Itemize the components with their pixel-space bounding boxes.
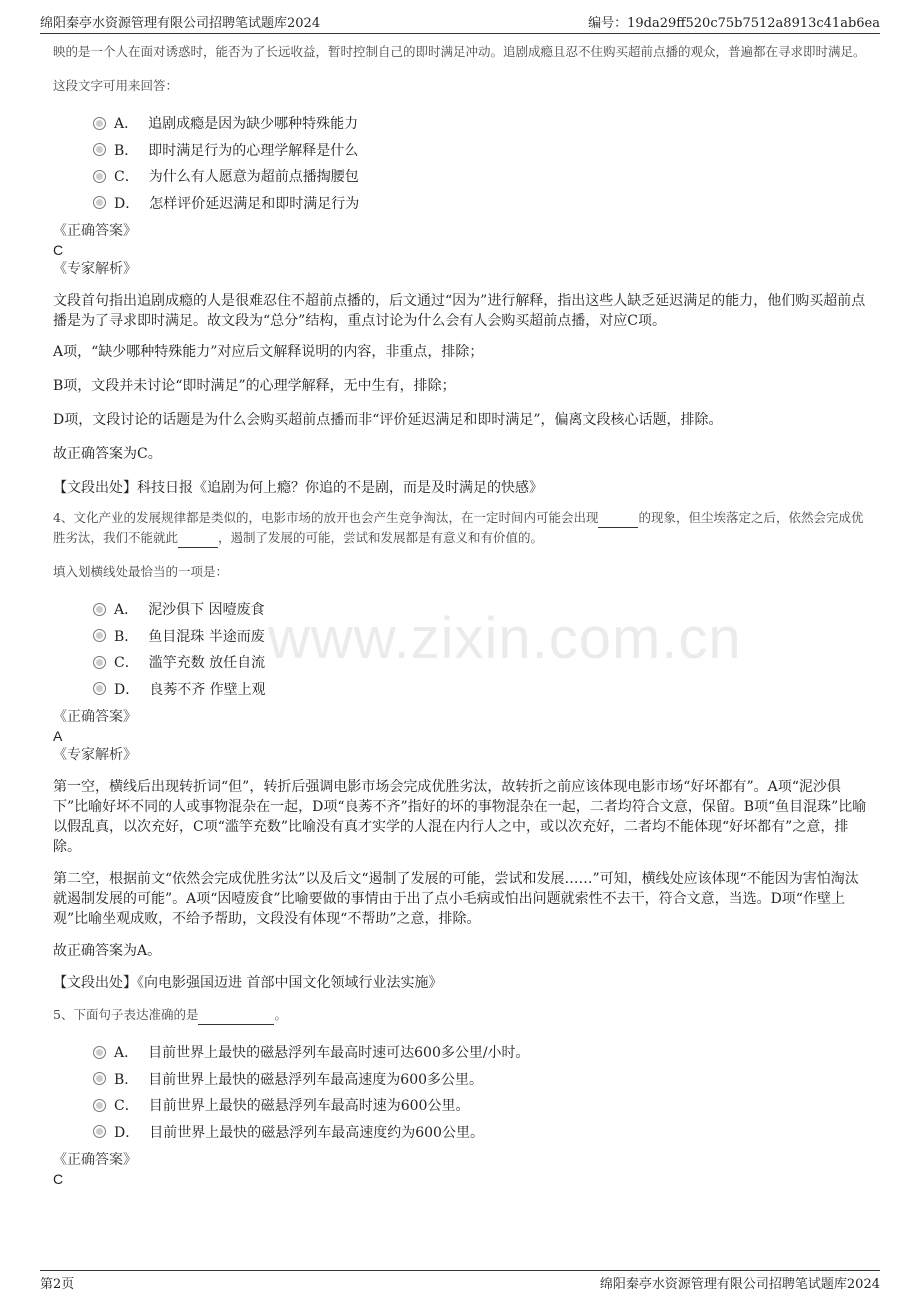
q4-answer-label: 《正确答案》 [53,709,137,725]
radio-icon[interactable] [93,656,106,669]
radio-icon[interactable] [93,1125,106,1138]
option-text: 目前世界上最快的磁悬浮列车最高时速可达600多公里/小时。 [148,1045,530,1062]
radio-icon[interactable] [93,117,106,130]
radio-icon[interactable] [93,170,106,183]
option-text: 怎样评价延迟满足和即时满足行为 [149,195,360,212]
q4-option-a[interactable]: A． 泥沙俱下 因噎废食 [93,596,870,623]
radio-icon[interactable] [93,603,106,616]
q3-options [93,110,870,216]
radio-icon[interactable] [93,196,106,209]
q4-analysis-p2: 第二空，根据前文“依然会完成优胜劣汰”以及后文“遏制了发展的可能，尝试和发展……”可知，横线处应该体现“不能因为害怕淘汰就遏制发展的可能”。A项“因噎废食”比喻要做的事情由于出了点小毛病或怕出问题就索性不去干，符合文意，当选。D项“作壁上观”比喻坐观成败，不给予帮助，文段没有体现“不帮助”之意，排除。 [53,871,859,927]
option-text: 为什么有人愿意为超前点播掏腰包 [148,169,359,186]
header-title: 绵阳秦亭水资源管理有限公司招聘笔试题库2024 [40,16,321,31]
page-number: 第2页 [40,1277,75,1292]
option-text: 目前世界上最快的磁悬浮列车最高速度约为600公里。 [149,1124,484,1141]
radio-icon[interactable] [93,143,106,156]
q5-stem: 5、下面句子表达准确的是 。 [53,1005,870,1025]
q4-stem: 4、文化产业的发展规律都是类似的，电影市场的放开也会产生竞争淘汰，在一定时间内可能会出现 的现象，但尘埃落定之后，依然会完成优胜劣汰，我们不能就此 ，遏制了发展的可能，尝试和发展都是有意义和有价值的。 [53,508,870,548]
page-footer [40,1270,880,1294]
q5-answer-label: 《正确答案》 [53,1152,137,1168]
q5-option-b[interactable]: B． 目前世界上最快的磁悬浮列车最高速度为600多公里。 [93,1066,870,1093]
q3-option-a[interactable]: A． 追剧成瘾是因为缺少哪种特殊能力 [93,110,870,137]
q3-passage: 映的是一个人在面对诱惑时，能否为了长远收益，暂时控制自己的即时满足冲动。追剧成瘾且忍不住购买超前点播的观众，普遍都在寻求即时满足。 [53,44,866,59]
footer-title: 绵阳秦亭水资源管理有限公司招聘笔试题库2024 [599,1277,880,1292]
q3-option-c[interactable]: C． 为什么有人愿意为超前点播掏腰包 [93,163,870,190]
option-text: 滥竽充数 放任自流 [148,655,266,672]
q4-option-d[interactable]: D． 良莠不齐 作壁上观 [93,676,870,703]
page-header [40,10,880,34]
q3-answer-label: 《正确答案》 [53,223,137,239]
q3-answer: C [53,242,64,258]
option-text: 泥沙俱下 因噎废食 [148,602,265,619]
q4-prompt: 填入划横线处最恰当的一项是： [53,564,229,579]
q4-answer: A [53,728,63,744]
radio-icon[interactable] [93,629,106,642]
radio-icon[interactable] [93,1046,106,1059]
q3-analysis-p2: A项，“缺少哪种特殊能力”对应后文解释说明的内容，非重点，排除； [53,344,484,360]
option-text: 目前世界上最快的磁悬浮列车最高时速为600公里。 [148,1098,470,1115]
answer-blank [198,1024,274,1025]
radio-icon[interactable] [93,1072,106,1085]
q5-option-c[interactable]: C． 目前世界上最快的磁悬浮列车最高时速为600公里。 [93,1092,870,1119]
document-id: 编号：19da29ff520c75b7512a8913c41ab6ea [588,16,880,31]
option-text: 追剧成瘾是因为缺少哪种特殊能力 [148,116,359,133]
q4-source: 【文段出处】《向电影强国迈进 首部中国文化领域行业法实施》 [53,975,443,991]
page-content [53,42,870,1189]
q4-analysis-p1: 第一空，横线后出现转折词“但”，转折后强调电影市场会完成优胜劣汰，故转折之前应该体现电影市场“好坏都有”。A项“泥沙俱下”比喻好坏不同的人或事物混杂在一起，D项“良莠不齐”指好的坏的事物混杂在一起，二者均符合文意，保留。B项“鱼目混珠”比喻以假乱真，以次充好，C项“滥竽充数”比喻没有真才实学的人混在内行人之中，或以次充好，二者均不能体现“好坏都有”之意，排除。 [53,779,867,855]
q5-option-a[interactable]: A． 目前世界上最快的磁悬浮列车最高时速可达600多公里/小时。 [93,1039,870,1066]
q3-analysis-p5: 故正确答案为C。 [53,446,162,462]
q3-analysis-p3: B项，文段并未讨论“即时满足”的心理学解释，无中生有，排除； [53,378,456,394]
q4-analysis-p3: 故正确答案为A。 [53,943,162,959]
q3-source: 【文段出处】科技日报《追剧为何上瘾？你追的不是剧，而是及时满足的快感》 [53,480,543,496]
answer-blank [598,527,638,528]
q3-analysis-p1: 文段首句指出追剧成瘾的人是很难忍住不超前点播的，后文通过“因为”进行解释，指出这些人缺乏延迟满足的能力，他们购买超前点播是为了寻求即时满足。故文段为“总分”结构，重点讨论为什么会有人会购买超前点播，对应C项。 [53,293,866,329]
option-text: 良莠不齐 作壁上观 [149,681,266,698]
q3-option-d[interactable]: D． 怎样评价延迟满足和即时满足行为 [93,190,870,217]
q4-option-b[interactable]: B． 鱼目混珠 半途而废 [93,623,870,650]
q3-analysis-p4: D项，文段讨论的话题是为什么会购买超前点播而非“评价延迟满足和即时满足”，偏离文段核心话题，排除。 [53,412,723,428]
option-text: 即时满足行为的心理学解释是什么 [148,142,359,159]
watermark: www.zixin.com.cn [268,606,742,671]
q4-options [93,596,870,702]
option-text: 目前世界上最快的磁悬浮列车最高速度为600多公里。 [148,1071,484,1088]
q4-option-c[interactable]: C． 滥竽充数 放任自流 [93,649,870,676]
radio-icon[interactable] [93,1099,106,1112]
answer-blank [178,547,218,548]
radio-icon[interactable] [93,682,106,695]
q3-analysis-label: 《专家解析》 [53,261,137,277]
q3-prompt: 这段文字可用来回答： [53,78,179,93]
q5-option-d[interactable]: D． 目前世界上最快的磁悬浮列车最高速度约为600公里。 [93,1119,870,1146]
option-text: 鱼目混珠 半途而废 [148,628,265,645]
q5-answer: C [53,1171,64,1187]
q3-option-b[interactable]: B． 即时满足行为的心理学解释是什么 [93,137,870,164]
q4-analysis-label: 《专家解析》 [53,747,137,763]
q5-options [93,1039,870,1145]
